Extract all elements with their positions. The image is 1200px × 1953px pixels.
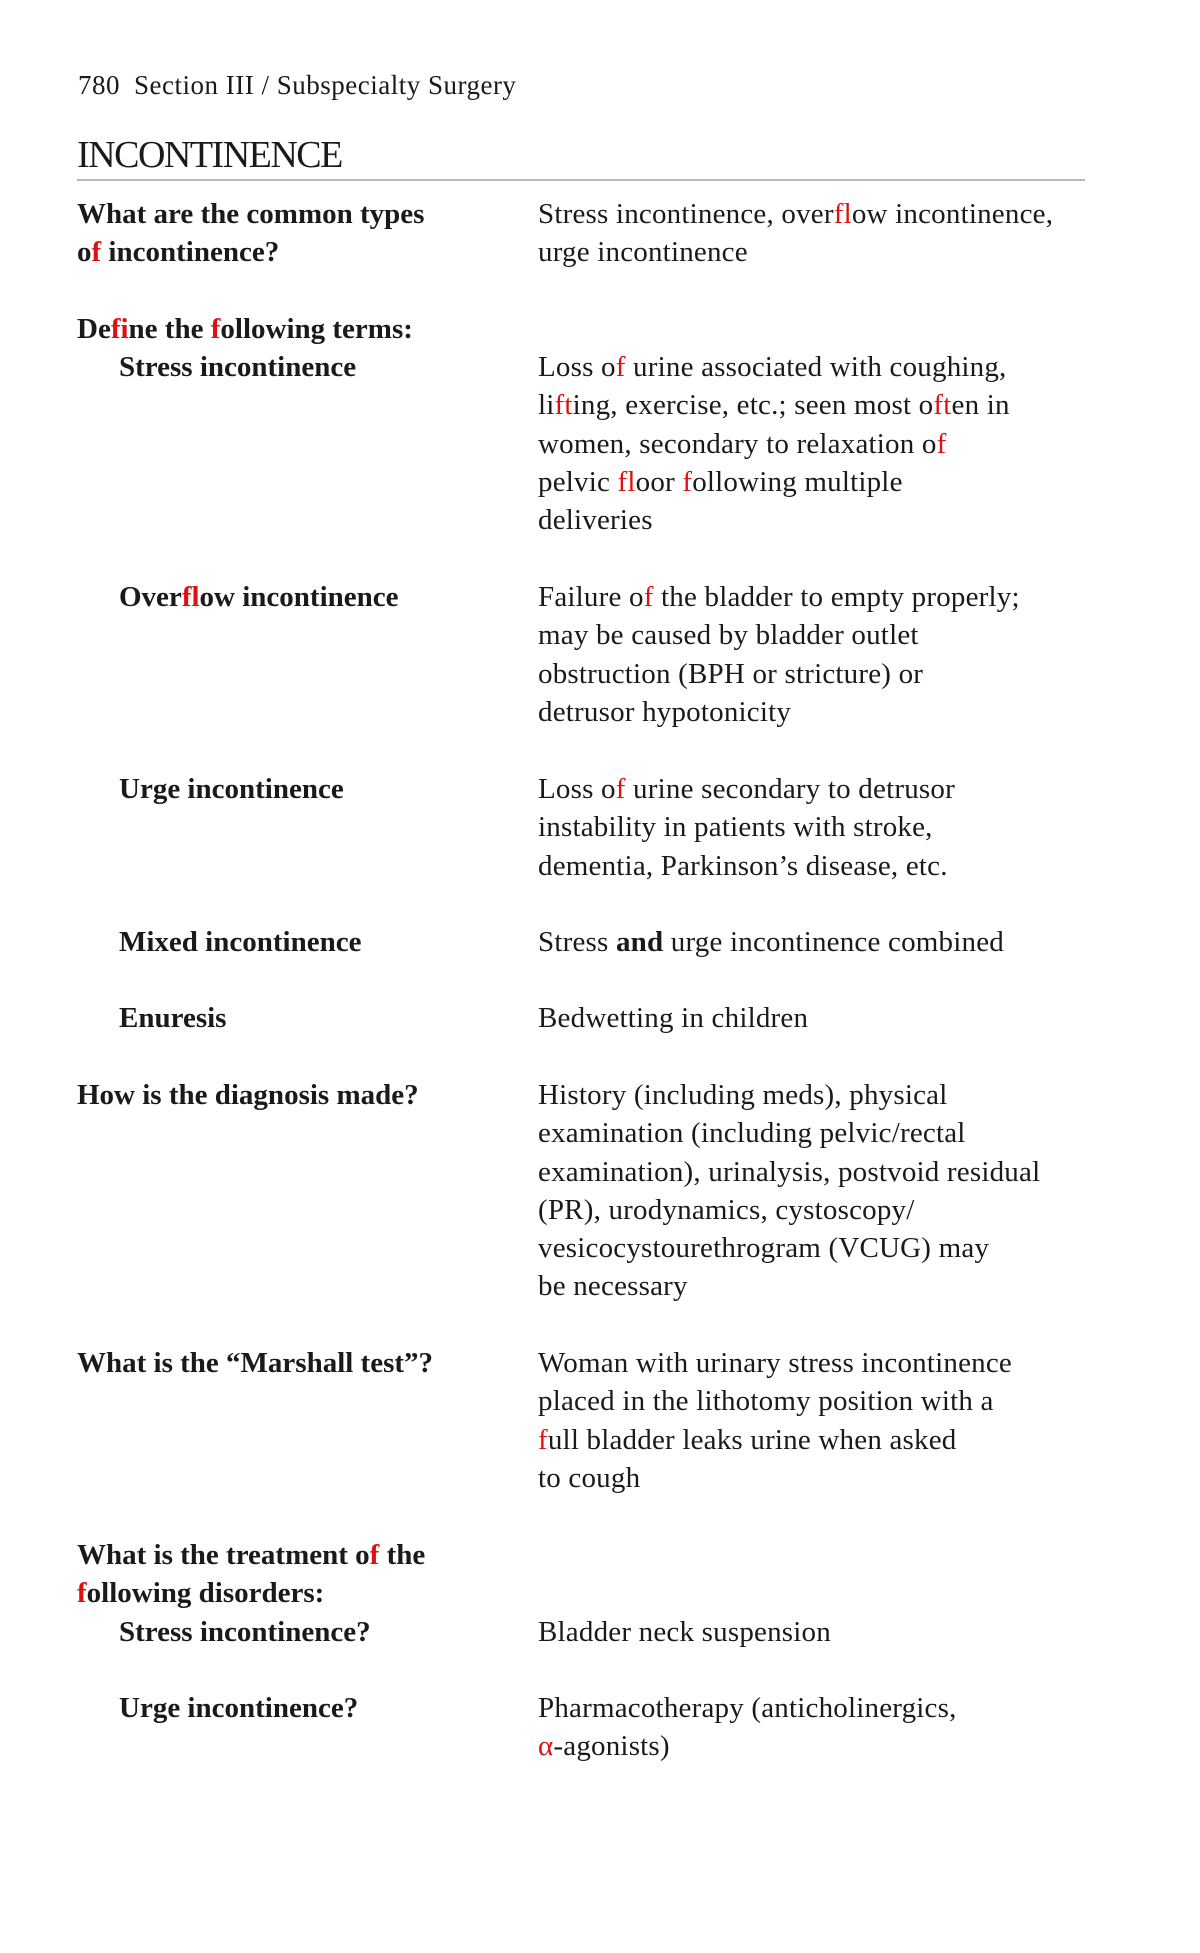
answer: [538, 770, 1098, 885]
question: [77, 1536, 537, 1613]
answer-line: (PR), urodynamics, cystoscopy/: [538, 1193, 915, 1226]
answer: Bladder neck suspension: [538, 1616, 831, 1648]
question: [77, 195, 537, 272]
answer: [538, 1689, 1098, 1766]
answer-line: Loss of urine associated with coughing,: [538, 351, 1007, 383]
answer-line: full bladder leaks urine when asked: [538, 1423, 957, 1456]
answer: [538, 195, 1098, 272]
title-rule: [77, 179, 1085, 181]
answer-line: obstruction (BPH or stricture) or: [538, 657, 924, 690]
answer-line: instability in patients with stroke,: [538, 811, 933, 844]
term: Stress incontinence?: [119, 1616, 371, 1648]
question: Define the following terms:: [77, 313, 413, 345]
answer-line: be necessary: [538, 1270, 688, 1303]
answer: Bedwetting in children: [538, 1002, 809, 1034]
answer: [538, 1344, 1098, 1497]
answer-line: Loss of urine secondary to detrusor: [538, 773, 955, 805]
question-line: following disorders:: [77, 1577, 325, 1610]
question-line: What is the treatment of the: [77, 1539, 426, 1571]
answer-text: urge incontinence combined: [663, 926, 1004, 958]
answer-line: vesicocystourethrogram (VCUG) may: [538, 1232, 990, 1265]
answer-line: pelvic floor following multiple: [538, 465, 903, 498]
running-head: [78, 70, 516, 101]
answer: [538, 578, 1098, 731]
term: Stress incontinence: [119, 351, 357, 383]
answer: [538, 923, 1098, 961]
running-head-section: Section III / Subspecialty Surgery: [134, 70, 517, 100]
answer: [538, 1076, 1098, 1306]
answer-line: [538, 923, 1098, 961]
answer-line: lifting, exercise, etc.; seen most often in: [538, 389, 1010, 422]
answer-line: Stress incontinence, overflow incontinence,: [538, 198, 1054, 230]
term: Overflow incontinence: [119, 581, 399, 613]
answer-line: examination), urinalysis, postvoid residual: [538, 1155, 1041, 1188]
answer-text: Stress: [538, 926, 616, 958]
question-line: of incontinence?: [77, 236, 280, 269]
answer-line: α-agonists): [538, 1730, 670, 1763]
answer-line: History (including meds), physical: [538, 1079, 948, 1111]
page-number: 780: [78, 70, 120, 100]
term: Enuresis: [119, 1002, 227, 1034]
answer-line: Pharmacotherapy (anticholinergics,: [538, 1692, 957, 1724]
answer-line: examination (including pelvic/rectal: [538, 1117, 966, 1150]
answer-line: detrusor hypotonicity: [538, 695, 792, 728]
answer-emphasis: and: [615, 926, 664, 958]
answer-line: Woman with urinary stress incontinence: [538, 1347, 1012, 1379]
term: Mixed incontinence: [119, 926, 362, 958]
answer-line: urge incontinence: [538, 236, 748, 269]
answer-line: women, secondary to relaxation of: [538, 427, 947, 460]
answer-line: placed in the lithotomy position with a: [538, 1385, 994, 1418]
answer-line: to cough: [538, 1461, 641, 1494]
answer: [538, 348, 1098, 539]
answer-line: dementia, Parkinson’s disease, etc.: [538, 849, 948, 882]
question: How is the diagnosis made?: [77, 1079, 419, 1111]
question: What is the “Marshall test”?: [77, 1347, 434, 1379]
term: Urge incontinence: [119, 773, 344, 805]
answer-line: Failure of the bladder to empty properly;: [538, 581, 1020, 613]
answer-line: deliveries: [538, 504, 653, 537]
section-title: INCONTINENCE: [77, 134, 342, 176]
question-line: What are the common types: [77, 198, 425, 230]
answer-line: may be caused by bladder outlet: [538, 619, 919, 652]
term: Urge incontinence?: [119, 1692, 359, 1724]
